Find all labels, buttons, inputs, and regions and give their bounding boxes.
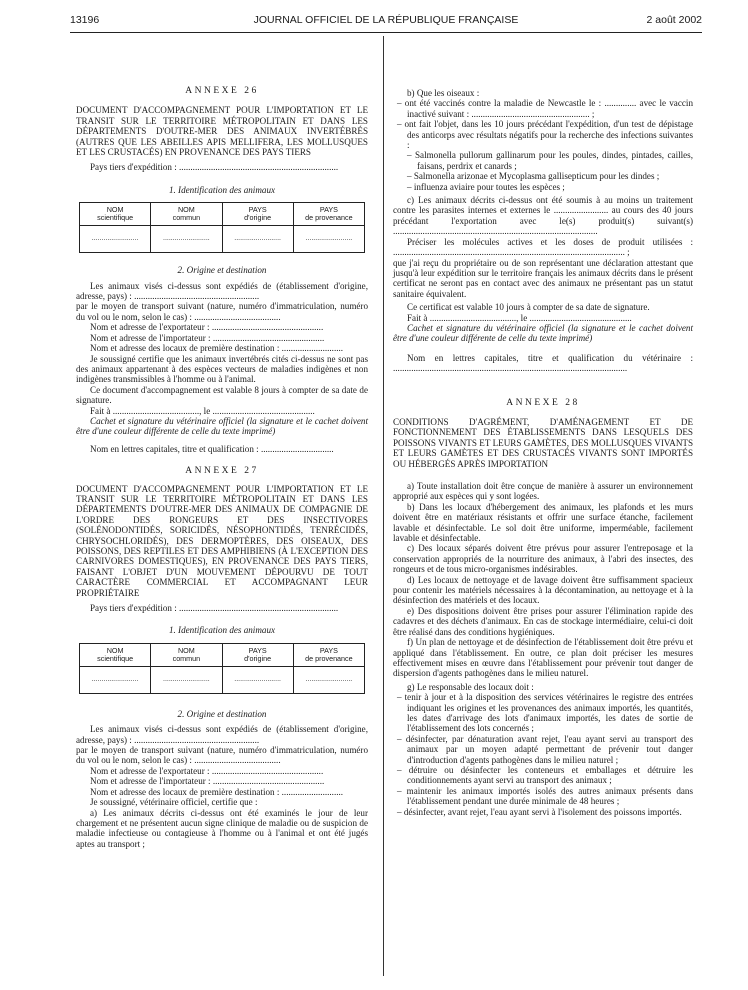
birds-item: – ont été vaccinés contre la maladie de Newcastle le : .............. avec le vaccin inactivé suivant : .................................................... ; [397,98,693,119]
condition-paragraph: c) Des locaux séparés doivent être prévus pour assurer l'entreposage et la conservation appropriés de la nourriture des animaux, à l'abri des insectes, des rongeurs et de tous micro-organismes indésirables. [393,543,693,575]
condition-paragraph: d) Les locaux de nettoyage et de lavage doivent être suffisamment spacieux pour contenir les matériels nécessaires à la décontamination, au nettoyage et à la désinfection des matériels et des locaux. [393,574,693,606]
annexe27-identification-table [79,643,365,694]
page-header [70,14,702,30]
annexe26-fait: Fait à ......................................, le ............................................. [90,405,315,416]
th-nom-commun: NOM commun [151,203,222,226]
annexe26-p4: Nom et adresse de l'importateur : ................................................. [90,332,325,343]
annexe27-section1: 1. Identification des animaux [168,625,276,636]
birds-subitem: – Salmonella pullorum gallinarum pour les poules, dindes, pintades, cailles, faisans, perdrix et canards ; [407,150,693,171]
validity-paragraph: Ce certificat est valable 10 jours à compter de sa date de signature. [407,302,650,313]
responsable-item: – désinfecter, avant rejet, l'eau ayant servi à l'isolement des poissons importés. [397,806,682,817]
th-nom-scientifique: NOM scientifique [80,643,151,666]
annexe27-p2: par le moyen de transport suivant (nature, numéro d'immatriculation, numéro du vol ou le nom, selon le cas) : ...................................... [76,745,368,766]
annexe27-p6: Je soussigné, vétérinaire officiel, certifie que : [90,797,258,808]
responsable-item: – maintenir les animaux importés isolés des autres animaux présents dans l'établissement pendant une durée minimale de 48 heures ; [397,785,693,807]
table-cell: ........................ [151,666,222,693]
issue-date: 2 août 2002 [646,14,702,26]
annexe27-p5: Nom et adresse des locaux de première destination : ........................... [90,786,344,797]
annexe27-p7: a) Les animaux décrits ci-dessus ont été examinés le jour de leur chargement et ne présentent aucun signe clinique de maladie ou de suspicion de maladie infectieuse ou contagieuse à l'homme ou à l'animal et ont été jugés aptes au transport ; [76,807,368,849]
birds-subitem: – Salmonella arizonae et Mycoplasma gallisepticum pour les dindes ; [407,171,660,182]
annexe26-cachet: Cachet et signature du vétérinaire officiel (la signature et le cachet doivent être d'une couleur différente de celle du texte imprimé) [76,415,368,437]
right-column [393,88,693,817]
responsable-item: – tenir à jour et à la disposition des services vétérinaires le registre des entrées indiquant les origines et les provenances des animaux importés, les quantités, les dates d'arrivage des lots d'animaux importés, les dates de sortie de l'établissement des lots concernés ; [397,692,693,734]
th-nom-commun: NOM commun [151,643,222,666]
birds-subitem: – influenza aviaire pour toutes les espèces ; [407,181,565,192]
annexe26-section2: 2. Origine et destination [177,265,267,276]
table-cell: ........................ [80,666,151,693]
annexe26-p5: Nom et adresse des locaux de première destination : ........................... [90,343,344,354]
vet-name-line: Nom en lettres capitales, titre et qualification du vétérinaire : ....................................................................................................... [393,352,693,374]
th-pays-provenance: PAYS de provenance [293,643,364,666]
treatment-paragraph: c) Les animaux décrits ci-dessus ont été soumis à au moins un traitement contre les parasites internes et externes le ........................ au cours des 40 jours précédant l'exportation avec le(s) produit(s) suivant(s) .......................................................................................... [393,195,693,237]
annexe26-p6: Je soussigné certifie que les animaux invertébrés cités ci-dessus ne sont pas des animaux appartenant à des espèces vecteurs de maladies indigènes et non indigènes transmissibles à l'homme ou à l'animal. [76,353,368,385]
responsable-item: – détruire ou désinfecter les conteneurs et emballages et détruire les conditionnements ayant servi au transport des animaux ; [397,764,693,786]
table-cell: ........................ [222,666,293,693]
annexe26-p1: Les animaux visés ci-dessus sont expédiés de (établissement d'origine, adresse, pays) : ....................................................... [76,280,368,302]
birds-item: – ont fait l'objet, dans les 10 jours précédant l'expédition, d'un test de dépistage des anticorps avec résultats négatifs pour la recherche des infections suivantes : [397,119,693,151]
annexe26-heading: ANNEXE 26 [185,86,259,96]
condition-paragraph: f) Un plan de nettoyage et de désinfection de l'établissement doit être prévu et appliqué dans l'établissement. En outre, ce plan doit préciser les mesures effectivement mises en œuvre dans l'établissement pour prévenir tout danger de dispersion d'agents pathogènes dans le milieu naturel. [393,637,693,679]
annexe26-p3: Nom et adresse de l'exportateur : ................................................. [90,322,324,333]
annexe28-heading: ANNEXE 28 [506,397,580,408]
annexe26-title: DOCUMENT D'ACCOMPAGNEMENT POUR L'IMPORTATION ET LE TRANSIT SUR LE TERRITOIRE MÉTROPOLITAIN ET DANS LES DÉPARTEMENTS D'OUTRE-MER DES ANIMAUX INVERTÉBRÉS (AUTRES QUE LES ABEILLES APIS MELLIFERA, LES MOLLUSQUES ET LES CRUSTACÉS) EN PROVENANCE DES PAYS TIERS [76,105,368,158]
signature-place: Fait à ......................................, le ............................................. [407,312,632,323]
journal-title: JOURNAL OFFICIEL DE LA RÉPUBLIQUE FRANÇAISE [253,14,519,26]
annexe27-title: DOCUMENT D'ACCOMPAGNEMENT POUR L'IMPORTATION ET LE TRANSIT SUR LE TERRITOIRE MÉTROPOLITAIN ET DANS LES DÉPARTEMENTS D'OUTRE-MER DES ANIMAUX DE COMPAGNIE DE L'ORDRE DES RONGEURS ET DES INSECTIVORES (SOLÉNODONTIDÉS, SORICIDÉS, NÉSOPHONTIDÉS, TENRÉCIDÉS, CHRYSOCHLORIDÉS), DES DERMOPTÈRES, DES OISEAUX, DES POISSONS, DES REPTILES ET DES AMPHIBIENS (À L'EXCEPTION DES CARNIVORES DOMESTIQUES), EN PROVENANCE DES PAYS TIERS, FAISANT L'OBJET D'UN MOUVEMENT DÉPOURVU DE TOUT CARACTÈRE COMMERCIAL ET ACCOMPAGNANT LEUR PROPRIÉTAIRE [76,483,368,598]
responsable-title: g) Le responsable des locaux doit : [407,681,534,692]
responsable-item: – désinfecter, par dénaturation avant rejet, l'eau ayant servi au transport des animaux par un moyen adapté permettant de prévenir tout danger d'introduction d'agents pathogènes dans le milieu naturel ; [397,733,693,765]
th-nom-scientifique: NOM scientifique [80,203,151,226]
column-divider [383,36,384,976]
annexe27-p1: Les animaux visés ci-dessus sont expédiés de (établissement d'origine, adresse, pays) : ....................................................... [76,724,368,745]
table-cell: ........................ [293,226,364,253]
th-pays-origine: PAYS d'origine [222,643,293,666]
annexe26-pays: Pays tiers d'expédition : ...................................................................... [90,162,339,173]
signature-stamp-note: Cachet et signature du vétérinaire officiel (la signature et le cachet doivent être d'une couleur différente de celle du texte imprimé) [393,322,693,344]
annexe27-pays: Pays tiers d'expédition : ...................................................................... [90,603,339,614]
annexe28-title: CONDITIONS D'AGRÉMENT, D'AMÉNAGEMENT ET DE FONCTIONNEMENT DES ÉTABLISSEMENTS DANS LESQUELS DES POISSONS VIVANTS ET LEURS GAMÈTES, DES MOLLUSQUES VIVANTS ET LEURS GAMÈTES ET DES CRUSTACÉS VIVANTS SONT IMPORTÉS OU HÉBERGÉS APRÈS IMPORTATION [393,416,693,469]
th-pays-provenance: PAYS de provenance [293,203,364,226]
annexe26-p2: par le moyen de transport suivant (nature, numéro d'immatriculation, numéro du vol ou le nom, selon le cas) : ...................................... [76,301,368,322]
condition-paragraph: b) Dans les locaux d'hébergement des animaux, les plafonds et les murs doivent être en matériaux résistants et offrir une surface étanche, facilement lavable et désinfectable. Le sol doit être uniforme, imperméable, facilement lavable et désinfectable. [393,501,693,544]
condition-paragraph: e) Des dispositions doivent être prises pour assurer l'élimination rapide des cadavres et des déchets d'animaux. En cas de stockage intermédiaire, celui-ci doit être réalisé dans des conditions hygiéniques. [393,605,693,637]
header-rule [70,32,702,33]
table-cell: ........................ [293,666,364,693]
left-column [76,86,368,849]
annexe27-section2: 2. Origine et destination [177,708,267,719]
declaration-paragraph: que j'ai reçu du propriétaire ou de son représentant une déclaration attestant que jusqu'à leur expédition sur le territoire français les animaux décrits dans le présent certificat ne seront pas en contact avec des animaux ne présentant pas un statut sanitaire équivalent. [393,257,693,299]
annexe26-nom: Nom en lettres capitales, titre et qualification : ................................ [90,443,334,454]
annexe26-p7: Ce document d'accompagnement est valable 8 jours à compter de sa date de signature. [76,384,368,406]
annexe27-heading: ANNEXE 27 [185,466,259,477]
annexe27-p3: Nom et adresse de l'exportateur : ................................................. [90,765,324,776]
page-number: 13196 [70,14,100,26]
annexe26-identification-table [79,202,365,253]
condition-paragraph: a) Toute installation doit être conçue de manière à assurer un environnement approprié aux espèces qui y sont logées. [393,481,693,502]
table-cell: ........................ [222,226,293,253]
annexe26-section1: 1. Identification des animaux [168,184,276,195]
molecules-paragraph: Préciser les molécules actives et les doses de produit utilisées : ...................................................................................................... ; [393,236,693,258]
table-cell: ........................ [151,226,222,253]
annexe27-p4: Nom et adresse de l'importateur : ................................................. [90,776,325,787]
th-pays-origine: PAYS d'origine [222,203,293,226]
table-cell: ........................ [80,226,151,253]
birds-title: b) Que les oiseaux : [407,88,480,98]
